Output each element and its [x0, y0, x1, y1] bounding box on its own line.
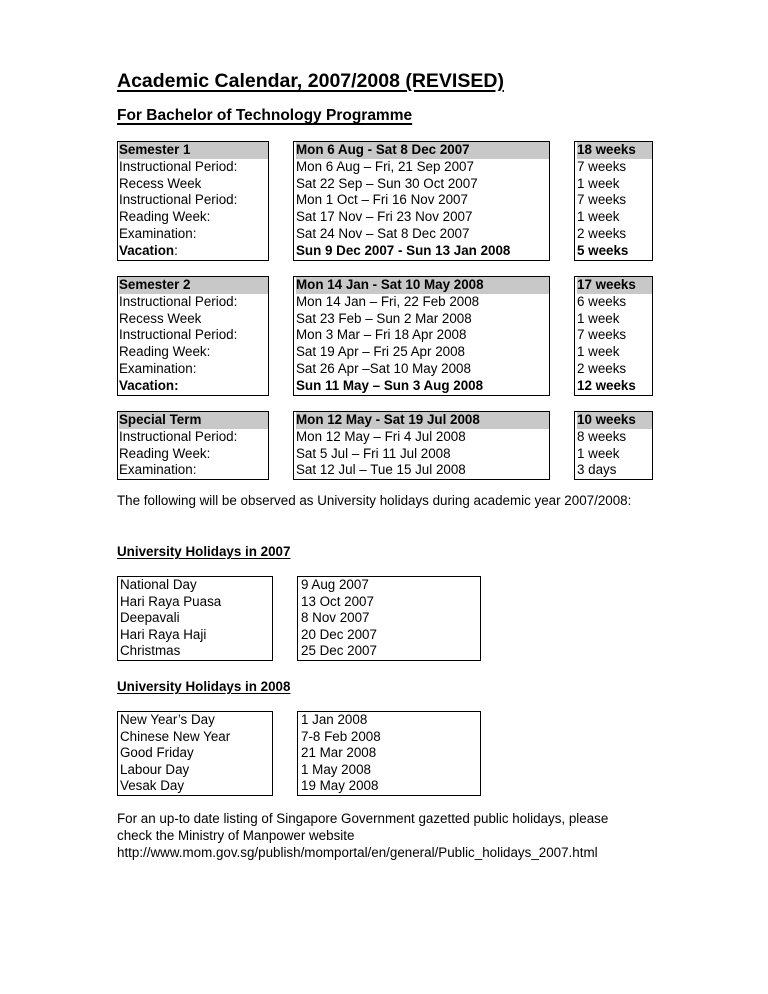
period-label: Reading Week: — [119, 209, 211, 225]
holidays-2008-heading: University Holidays in 2008 — [117, 679, 291, 694]
semester-1-labels — [117, 141, 269, 261]
semester-1-durations — [574, 141, 653, 261]
period-label: Instructional Period: — [119, 327, 238, 343]
semester-1-dates — [293, 141, 550, 261]
holiday-name: Hari Raya Puasa — [120, 593, 222, 609]
period-duration: 1 week — [577, 344, 620, 360]
holiday-name: Labour Day — [120, 761, 190, 777]
holiday-name: Vesak Day — [120, 778, 185, 793]
period-label: Instructional Period: — [119, 158, 238, 174]
period-duration: 7 weeks — [577, 327, 627, 343]
period-label: Instructional Period: — [119, 428, 238, 444]
holiday-date: 25 Dec 2007 — [301, 643, 377, 658]
semester-2-durations — [574, 276, 653, 396]
semester-2-range: Mon 14 Jan - Sat 10 May 2008 — [296, 277, 549, 294]
holiday-name: Good Friday — [120, 745, 194, 760]
period-duration: 1 week — [577, 445, 620, 461]
vacation-duration: 12 weeks — [577, 377, 636, 393]
period-duration: 1 week — [577, 310, 620, 326]
holidays-2007-heading: University Holidays in 2007 — [117, 544, 291, 559]
holiday-date: 8 Nov 2007 — [301, 610, 370, 625]
period-duration: 2 weeks — [577, 225, 627, 241]
vacation-dates: Sun 9 Dec 2007 - Sun 13 Jan 2008 — [296, 242, 511, 258]
period-label: Examination: — [119, 360, 197, 376]
period-duration: 8 weeks — [577, 428, 627, 444]
period-dates: Mon 1 Oct – Fri 16 Nov 2007 — [296, 192, 468, 208]
vacation-dates: Sun 11 May – Sun 3 Aug 2008 — [296, 377, 484, 393]
holiday-date: 9 Aug 2007 — [301, 577, 369, 592]
period-dates: Sat 23 Feb – Sun 2 Mar 2008 — [296, 310, 472, 326]
special-term-range: Mon 12 May - Sat 19 Jul 2008 — [296, 412, 549, 429]
period-duration: 7 weeks — [577, 158, 627, 174]
special-term-labels — [117, 411, 269, 480]
holiday-date: 13 Oct 2007 — [301, 593, 374, 609]
period-label: Reading Week: — [119, 344, 211, 360]
holidays-intro-paragraph: The following will be observed as University holidays during academic year 2007/2008: — [117, 493, 632, 508]
special-term-total: 10 weeks — [577, 412, 652, 429]
special-term-table — [117, 411, 653, 480]
semester-2-table — [117, 276, 653, 395]
semester-1-total: 18 weeks — [577, 142, 652, 159]
period-dates: Mon 6 Aug – Fri, 21 Sep 2007 — [296, 158, 474, 174]
holidays-2007-table — [117, 576, 481, 661]
vacation-duration: 5 weeks — [577, 242, 629, 258]
holiday-date: 1 Jan 2008 — [301, 712, 368, 727]
holidays-2008-table — [117, 711, 481, 796]
period-duration: 6 weeks — [577, 293, 627, 309]
period-dates: Sat 5 Jul – Fri 11 Jul 2008 — [296, 445, 451, 461]
period-label: Examination: — [119, 225, 197, 241]
period-duration: 2 weeks — [577, 360, 627, 376]
period-label: Reading Week: — [119, 445, 211, 461]
semester-2-total: 17 weeks — [577, 277, 652, 294]
vacation-label: Vacation: — [119, 377, 179, 393]
period-label: Instructional Period: — [119, 293, 238, 309]
holiday-name: Christmas — [120, 643, 181, 658]
period-dates: Mon 12 May – Fri 4 Jul 2008 — [296, 428, 466, 444]
semester-1-heading: Semester 1 — [119, 142, 268, 159]
holiday-date: 1 May 2008 — [301, 761, 371, 777]
special-term-durations — [574, 411, 653, 480]
period-dates: Sat 24 Nov – Sat 8 Dec 2007 — [296, 225, 470, 241]
vacation-label-colon: : — [174, 242, 178, 258]
period-label: Recess Week — [119, 310, 202, 326]
special-term-heading: Special Term — [119, 412, 268, 429]
period-dates: Sat 19 Apr – Fri 25 Apr 2008 — [296, 344, 465, 360]
period-duration: 7 weeks — [577, 192, 627, 208]
period-label: Examination: — [119, 462, 197, 478]
period-dates: Mon 3 Mar – Fri 18 Apr 2008 — [296, 327, 467, 343]
footer-line: check the Ministry of Manpower website — [117, 827, 355, 843]
holiday-name: Hari Raya Haji — [120, 626, 207, 642]
holiday-name: Chinese New Year — [120, 728, 231, 744]
holiday-dates — [297, 711, 481, 796]
footer-note — [117, 811, 677, 861]
period-dates: Sat 17 Nov – Fri 23 Nov 2007 — [296, 209, 473, 225]
period-duration: 1 week — [577, 209, 620, 225]
page-subtitle: For Bachelor of Technology Programme — [117, 107, 413, 124]
holiday-date: 19 May 2008 — [301, 778, 379, 793]
semester-1-table — [117, 141, 653, 260]
holiday-name: New Year’s Day — [120, 712, 215, 727]
period-duration: 1 week — [577, 175, 620, 191]
page-title: Academic Calendar, 2007/2008 (REVISED) — [117, 70, 504, 92]
holiday-names — [117, 711, 273, 796]
period-duration: 3 days — [577, 462, 617, 478]
footer-line: For an up-to date listing of Singapore Government gazetted public holidays, please — [117, 811, 609, 826]
semester-1-range: Mon 6 Aug - Sat 8 Dec 2007 — [296, 142, 549, 159]
holiday-dates — [297, 576, 481, 661]
holiday-date: 21 Mar 2008 — [301, 745, 377, 760]
holiday-date: 20 Dec 2007 — [301, 626, 377, 642]
period-label: Instructional Period: — [119, 192, 238, 208]
period-dates: Mon 14 Jan – Fri, 22 Feb 2008 — [296, 293, 480, 309]
semester-2-dates — [293, 276, 550, 396]
holiday-name: Deepavali — [120, 610, 180, 625]
period-dates: Sat 12 Jul – Tue 15 Jul 2008 — [296, 462, 466, 478]
holiday-names — [117, 576, 273, 661]
semester-2-heading: Semester 2 — [119, 277, 268, 294]
vacation-label-text: Vacation — [119, 242, 175, 258]
holiday-name: National Day — [120, 577, 197, 592]
mom-website-url: http://www.mom.gov.sg/publish/momportal/en/general/Public_holidays_2007.html — [117, 844, 598, 860]
semester-2-labels — [117, 276, 269, 396]
period-dates: Sat 22 Sep – Sun 30 Oct 2007 — [296, 175, 478, 191]
special-term-dates — [293, 411, 550, 480]
period-label: Recess Week — [119, 175, 202, 191]
period-dates: Sat 26 Apr –Sat 10 May 2008 — [296, 360, 471, 376]
holiday-date: 7-8 Feb 2008 — [301, 728, 381, 744]
vacation-label — [119, 243, 268, 260]
